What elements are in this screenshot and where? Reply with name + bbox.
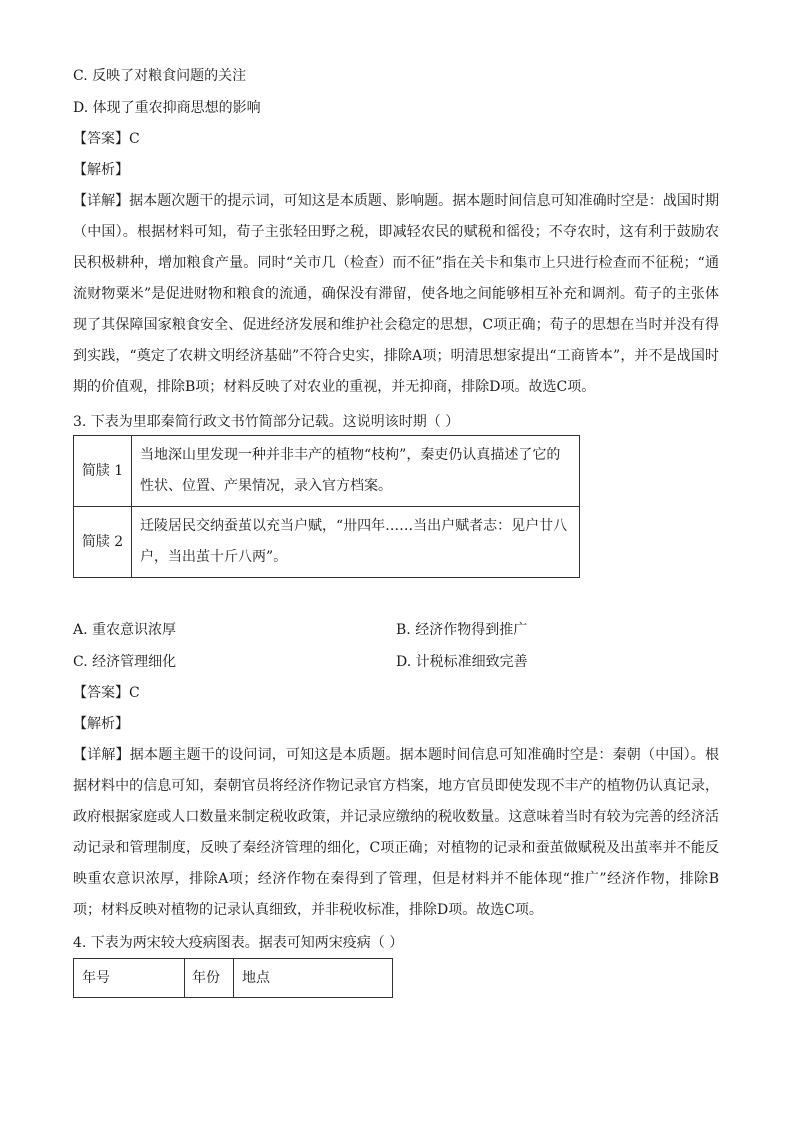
- q3-detail: 【详解】据本题主题干的设问词，可知这是本质题。据本题时间信息可知准确时空是：秦朝（中国）。根据材料中的信息可知，秦朝官员将经济作物记录官方档案，地方官员即使发现不丰产的植物仍认真记录，政府根据家庭或人口数量来制定税收政策，并记录应缴纳的税收数量。这意味着当时有较为完善的经济活动记录和管理制度，反映了秦经济管理的细化，C项正确；对植物的记录和蚕茧做赋税及出茧率并不能反映重农意识浓厚，排除A项；经济作物在秦得到了管理，但是材料并不能体现“推广”经济作物，排除B项；材料反映对植物的记录认真细致，并非税收标准，排除D项。故选C项。: [73, 747, 719, 918]
- q3-stem: 3. 下表为里耶秦简行政文书竹简部分记载。这说明该时期（ ）: [73, 414, 460, 430]
- table-cell-head: 简牍 2: [74, 507, 132, 578]
- q2-answer: 【答案】C: [73, 131, 140, 147]
- table-row: [74, 507, 580, 578]
- q2-detail: 【详解】据本题次题干的提示词，可知这是本质题、影响题。据本题时间信息可知准确时空是：战国时期（中国）。根据材料可知，荀子主张轻田野之税，即减轻农民的赋税和徭役；不夺农时，这有利于鼓励农民积极耕种，增加粮食产量。同时“关市几（检查）而不征”指在关卡和集市上只进行检查而不征税；“通流财物粟米”是促进财物和粮食的流通，确保没有滞留，使各地之间能够相互补充和调剂。荀子的主张体现了其保障国家粮食安全、促进经济发展和维护社会稳定的思想，C项正确；荀子的思想在当时并没有得到实践，“奠定了农耕文明经济基础”不符合史实，排除A项；明清思想家提出“工商皆本”，并不是战国时期的价值观，排除B项；材料反映了对农业的重视，并无抑商，排除D项。故选C项。: [73, 193, 719, 395]
- q2-option-d: D. 体现了重农抑商思想的影响: [73, 100, 261, 116]
- q3-option-a: A. 重农意识浓厚: [73, 622, 177, 638]
- table-row: [74, 959, 393, 998]
- q3-analysis-label: 【解析】: [73, 716, 129, 732]
- q3-option-d: D. 计税标准细致完善: [396, 654, 528, 670]
- table-header-cell: 年份: [185, 959, 234, 998]
- q3-option-c: C. 经济管理细化: [73, 654, 177, 670]
- q2-option-c: C. 反映了对粮食问题的关注: [73, 68, 247, 84]
- table-header-cell: 地点: [234, 959, 393, 998]
- table-cell-body: 当地深山里发现一种并非丰产的植物“枝枸”，秦吏仍认真描述了它的性状、位置、产果情况，录入官方档案。: [132, 436, 580, 507]
- q3-answer: 【答案】C: [73, 685, 140, 701]
- q3-table: [73, 435, 580, 578]
- q4-table: [73, 958, 393, 998]
- table-row: [74, 436, 580, 507]
- table-cell-head: 简牍 1: [74, 436, 132, 507]
- table-header-cell: 年号: [74, 959, 185, 998]
- q4-stem: 4. 下表为两宋较大疫病图表。据表可知两宋疫病（ ）: [73, 935, 404, 951]
- table-cell-body: 迁陵居民交纳蚕茧以充当户赋，“卅四年……当出户赋者志：见户廿八户，当出茧十斤八两”。: [132, 507, 580, 578]
- q2-analysis-label: 【解析】: [73, 162, 129, 178]
- q3-option-b: B. 经济作物得到推广: [396, 622, 528, 638]
